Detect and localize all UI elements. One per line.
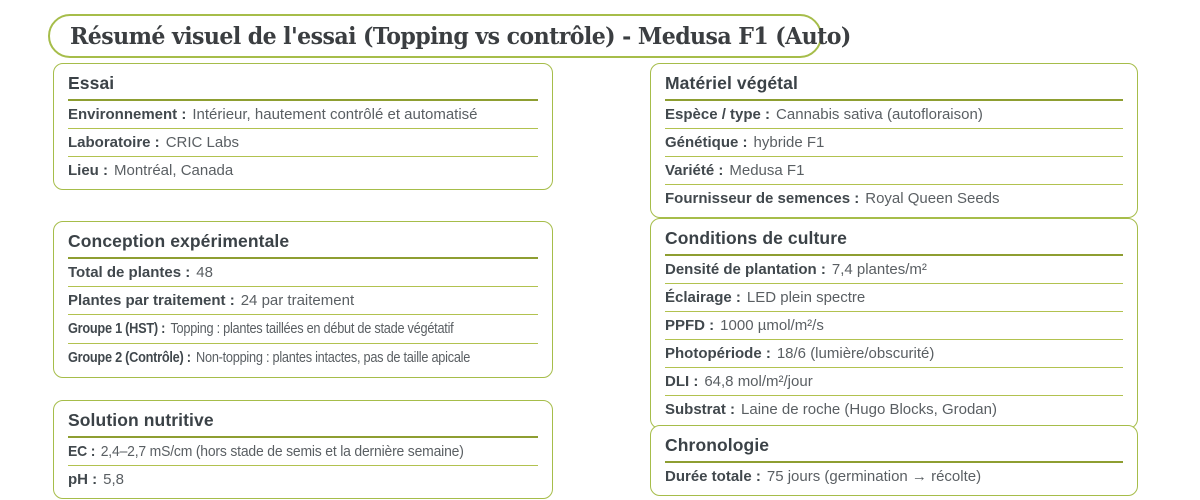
- field-row-laboratoire: [68, 129, 538, 157]
- page-title: Résumé visuel de l'essai (Topping vs contrôle) - Medusa F1 (Auto): [70, 22, 851, 50]
- field-row-densite-plantation: [665, 256, 1123, 284]
- field-value: 75 jours (germination → récolte): [766, 468, 982, 485]
- field-value: 18/6 (lumière/obscurité): [776, 345, 935, 362]
- field-label: Lieu :: [68, 162, 108, 179]
- card-essai: [53, 63, 553, 190]
- field-row-espece-type: [665, 101, 1123, 129]
- field-row-lieu: [68, 157, 538, 184]
- field-label: Substrat :: [665, 401, 736, 418]
- field-row-groupe1-hst: [68, 315, 538, 344]
- field-row-fournisseur-semences: [665, 185, 1123, 212]
- card-materiel-title: Matériel végétal: [665, 69, 1123, 101]
- field-row-dli: [665, 368, 1123, 396]
- field-label: Densité de plantation :: [665, 261, 826, 278]
- field-label: Génétique :: [665, 134, 748, 151]
- field-label: EC :: [68, 443, 96, 460]
- field-value: Medusa F1: [729, 162, 805, 179]
- card-conditions-culture: [650, 218, 1138, 429]
- field-value: 48: [196, 264, 213, 281]
- field-row-variete: [665, 157, 1123, 185]
- field-row-ec: [68, 438, 538, 466]
- field-row-ph: [68, 466, 538, 493]
- card-chronologie: [650, 425, 1138, 496]
- field-row-genetique: [665, 129, 1123, 157]
- card-chronologie-title: Chronologie: [665, 431, 1123, 463]
- field-label: PPFD :: [665, 317, 715, 334]
- field-row-total-plantes: [68, 259, 538, 287]
- field-row-eclairage: [665, 284, 1123, 312]
- card-essai-title: Essai: [68, 69, 538, 101]
- field-row-substrat: [665, 396, 1123, 423]
- card-materiel-vegetal: [650, 63, 1138, 218]
- field-row-photoperiode: [665, 340, 1123, 368]
- field-row-ppfd: [665, 312, 1123, 340]
- field-value: 24 par traitement: [240, 292, 355, 309]
- field-row-environnement: [68, 101, 538, 129]
- card-conception-title: Conception expérimentale: [68, 227, 538, 259]
- field-label: Total de plantes :: [68, 264, 191, 281]
- field-row-groupe2-controle: [68, 344, 538, 372]
- field-row-plantes-traitement: [68, 287, 538, 315]
- field-label: DLI :: [665, 373, 699, 390]
- field-label: Éclairage :: [665, 289, 741, 306]
- field-value: Laine de roche (Hugo Blocks, Grodan): [741, 401, 997, 418]
- field-value: Topping : plantes taillées en début de stade végétatif: [170, 321, 454, 337]
- field-label: Variété :: [665, 162, 724, 179]
- field-label: Photopériode :: [665, 345, 771, 362]
- card-solution-title: Solution nutritive: [68, 406, 538, 438]
- field-value: 2,4–2,7 mS/cm (hors stade de semis et la dernière semaine): [100, 443, 464, 460]
- card-solution-nutritive: [53, 400, 553, 499]
- field-value: 5,8: [103, 471, 125, 488]
- field-value: Intérieur, hautement contrôlé et automatisé: [192, 106, 478, 123]
- field-label: Durée totale :: [665, 468, 761, 485]
- field-value: hybride F1: [753, 134, 825, 151]
- field-value: 7,4 plantes/m²: [831, 261, 927, 278]
- field-label: Groupe 2 (Contrôle) :: [68, 350, 191, 366]
- field-label: Groupe 1 (HST) :: [68, 321, 166, 337]
- field-value: 64,8 mol/m²/jour: [704, 373, 813, 390]
- field-label: pH :: [68, 471, 98, 488]
- field-label: Espèce / type :: [665, 106, 771, 123]
- field-label: Plantes par traitement :: [68, 292, 235, 309]
- field-value: Montréal, Canada: [114, 162, 234, 179]
- card-conception-experimentale: [53, 221, 553, 378]
- page-title-pill: [48, 14, 851, 58]
- field-value: Non-topping : plantes intactes, pas de taille apicale: [196, 350, 471, 366]
- field-value: 1000 µmol/m²/s: [720, 317, 824, 334]
- field-value: LED plein spectre: [746, 289, 866, 306]
- field-row-duree-totale: [665, 463, 1123, 490]
- field-value: CRIC Labs: [165, 134, 240, 151]
- field-label: Environnement :: [68, 106, 187, 123]
- card-conditions-title: Conditions de culture: [665, 224, 1123, 256]
- field-label: Fournisseur de semences :: [665, 190, 860, 207]
- field-value: Royal Queen Seeds: [865, 190, 1000, 207]
- field-label: Laboratoire :: [68, 134, 160, 151]
- field-value: Cannabis sativa (autofloraison): [776, 106, 983, 123]
